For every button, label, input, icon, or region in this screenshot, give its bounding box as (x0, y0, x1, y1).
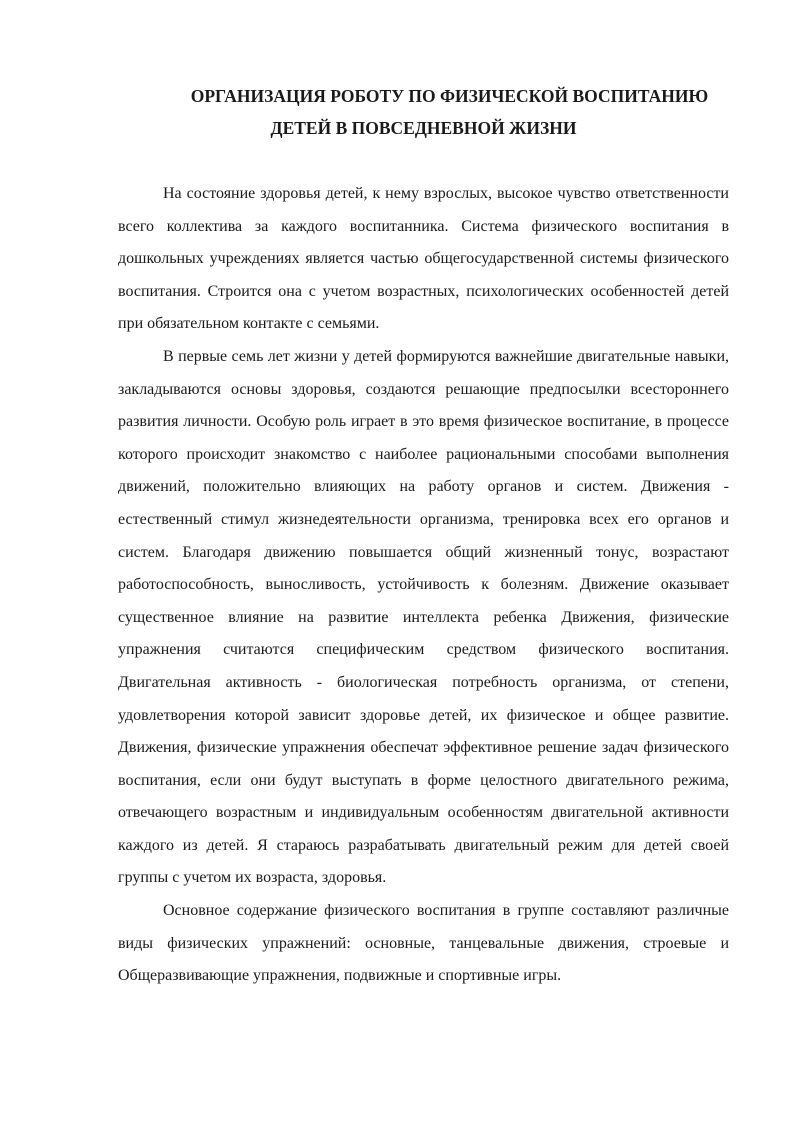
document-body (118, 178, 729, 993)
title-line-2: ДЕТЕЙ В ПОВСЕДНЕВНОЙ ЖИЗНИ (270, 118, 577, 138)
paragraph-2: В первые семь лет жизни у детей формируются важнейшие двигательные навыки, закладываются основы здоровья, создаются решающие предпосылки всестороннего развития личности. Особую роль играет в это время физическое воспитание, в процессе которого происходит знакомство с наиболее рациональными способами выполнения движений, положительно влияющих на работу органов и систем. Движения - естественный стимул жизнедеятельности организма, тренировка всех его органов и систем. Благодаря движению повышается общий жизненный тонус, возрастают работоспособность, выносливость, устойчивость к болезням. Движение оказывает существенное влияние на развитие интеллекта ребенка Движения, физические упражнения считаются специфическим средством физического воспитания. Двигательная активность - биологическая потребность организма, от степени, удовлетворения которой зависит здоровье детей, их физическое и общее развитие. Движения, физические упражнения обеспечат эффективное решение задач физического воспитания, если они будут выступать в форме целостного двигательного режима, отвечающего возрастным и индивидуальным особенностям двигательной активности каждого из детей. Я стараюсь разрабатывать двигательный режим для детей своей группы с учетом их возраста, здоровья. (118, 347, 729, 887)
title-line-1: ОРГАНИЗАЦИЯ РОБОТУ ПО ФИЗИЧЕСКОЙ ВОСПИТАНИЮ (190, 86, 709, 106)
paragraph-3: Основное содержание физического воспитания в группе составляют различные виды физических упражнений: основные, танцевальные движения, строевые и Общеразвивающие упражнения, подвижные и спортивные игры. (118, 902, 729, 985)
paragraph-1: На состояние здоровья детей, к нему взрослых, высокое чувство ответственности всего коллектива за каждого воспитанника. Система физического воспитания в дошкольных учреждениях является частью общегосударственной системы физического воспитания. Строится она с учетом возрастных, психологических особенностей детей при обязательном контакте с семьями. (118, 185, 729, 333)
document-title (118, 80, 729, 144)
